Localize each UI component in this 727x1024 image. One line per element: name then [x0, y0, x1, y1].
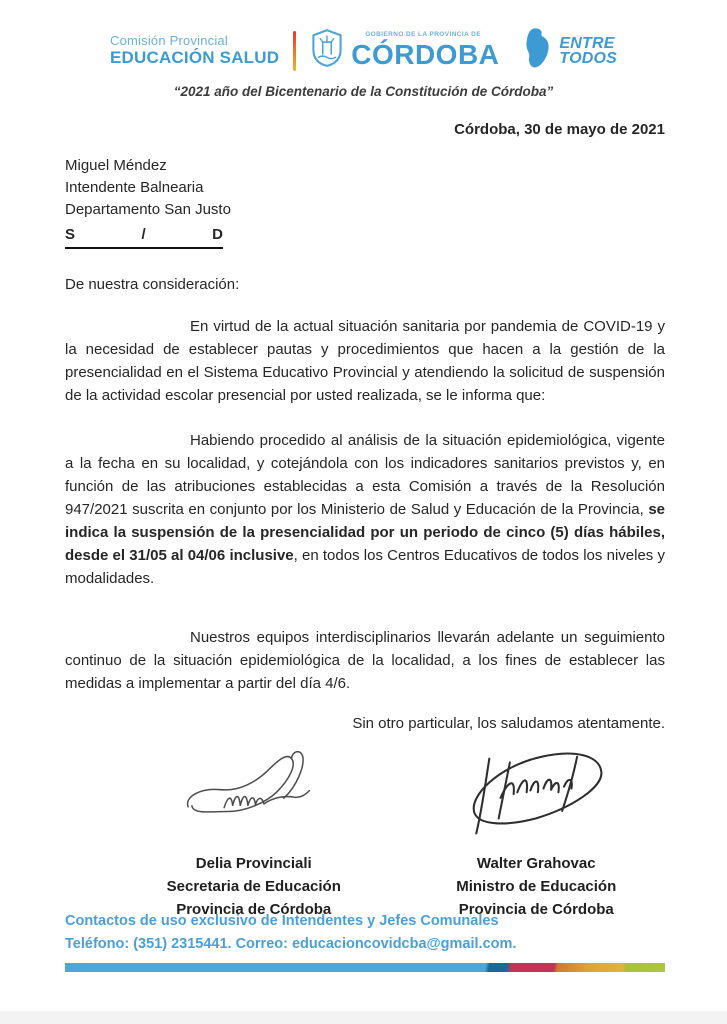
footer-contacts-line: Contactos de uso exclusivo de Intendentes y Jefes Comunales	[65, 913, 499, 929]
letterhead	[0, 0, 727, 75]
paragraph-resolution	[65, 429, 665, 590]
recipient-department: Departamento San Justo	[65, 201, 231, 218]
gobierno-text	[351, 32, 499, 69]
footer	[65, 910, 665, 972]
logo-divider-bar	[293, 31, 296, 71]
paragraph-resolution-part2: , en todos los Centros Educativos de todos los niveles y modalidades.	[65, 547, 665, 587]
closing-line: Sin otro particular, los saludamos atentamente.	[352, 715, 665, 732]
paragraph-followup: Nuestros equipos interdisciplinarios llevarán adelante un seguimiento continuo de la situación epidemiológica de la localidad, a los fines de establecer las medidas a implementar a partir del día 4/6.	[65, 629, 665, 692]
cordoba-shield-icon	[310, 28, 344, 73]
comision-logo	[110, 33, 279, 68]
sd-line	[65, 224, 223, 249]
entre-todos-text	[559, 36, 617, 66]
todos-text: TODOS	[559, 49, 617, 67]
signature-scribble-walter	[461, 746, 611, 838]
signer-role: Ministro de Educación	[456, 878, 617, 895]
salutation: De nuestra consideración:	[65, 276, 240, 293]
sd-left: S	[65, 226, 76, 243]
gobierno-big-text: CÓRDOBA	[351, 38, 500, 70]
gobierno-small-text: GOBIERNO DE LA PROVINCIA DE	[365, 31, 481, 39]
signer-name: Delia Provinciali	[195, 855, 312, 872]
sd-slash: /	[141, 226, 146, 243]
signature-block-secretaria	[125, 746, 383, 921]
entre-text: ENTRE	[559, 34, 615, 52]
paragraph-intro: En virtud de la actual situación sanitaria por pandemia de COVID-19 y la necesidad de establecer pautas y procedimientos que hacen a la gestión de la presencialidad en el Sistema Educativo Provincial y atendiendo la solicitud de suspensión de la actividad escolar presencial por usted realizada, se le informa que:	[65, 318, 665, 404]
signature-scribble-delia	[181, 746, 326, 838]
bottom-gray-band	[0, 1011, 727, 1024]
footer-phone-email-line: Teléfono: (351) 2315441. Correo: educacioncovidcba@gmail.com.	[65, 936, 517, 952]
signer-org: Provincia de Córdoba	[458, 901, 614, 918]
gobierno-cordoba-logo	[310, 28, 499, 73]
signature-block-ministro	[408, 746, 666, 921]
recipient-title: Intendente Balnearia	[65, 179, 204, 196]
comision-line1: Comisión Provincial	[109, 33, 228, 48]
footer-stripe	[65, 963, 665, 972]
recipient-name: Miguel Méndez	[65, 157, 167, 174]
signer-org: Provincia de Córdoba	[176, 901, 332, 918]
comision-line2: EDUCACIÓN SALUD	[109, 48, 280, 67]
recipient-block	[65, 155, 665, 249]
entre-todos-logo	[523, 26, 617, 75]
signer-role: Secretaria de Educación	[166, 878, 341, 895]
letter-content	[65, 121, 665, 921]
signer-name: Walter Grahovac	[476, 855, 596, 872]
letter-date: Córdoba, 30 de mayo de 2021	[454, 121, 665, 138]
paragraph-resolution-bold: se indica la suspensión de la presencialidad por un periodo de cinco (5) días hábiles, desde el 31/05 al 04/06 inclusive	[65, 501, 665, 564]
paragraph-resolution-part1: Habiendo procedido al análisis de la situación epidemiológica, vigente a la fecha en su localidad, y cotejándola con los indicadores sanitarios previstos y, en función de las atribuciones establecidas a esta Comisión a través de la Resolución 947/2021 suscrita en conjunto por los Ministerio de Salud y Educación de la Provincia,	[65, 432, 665, 518]
cordoba-map-icon	[523, 26, 553, 75]
signature-row	[65, 746, 665, 921]
sd-right: D	[212, 226, 223, 243]
bicentenario-tagline: “2021 año del Bicentenario de la Constitución de Córdoba”	[173, 84, 554, 99]
